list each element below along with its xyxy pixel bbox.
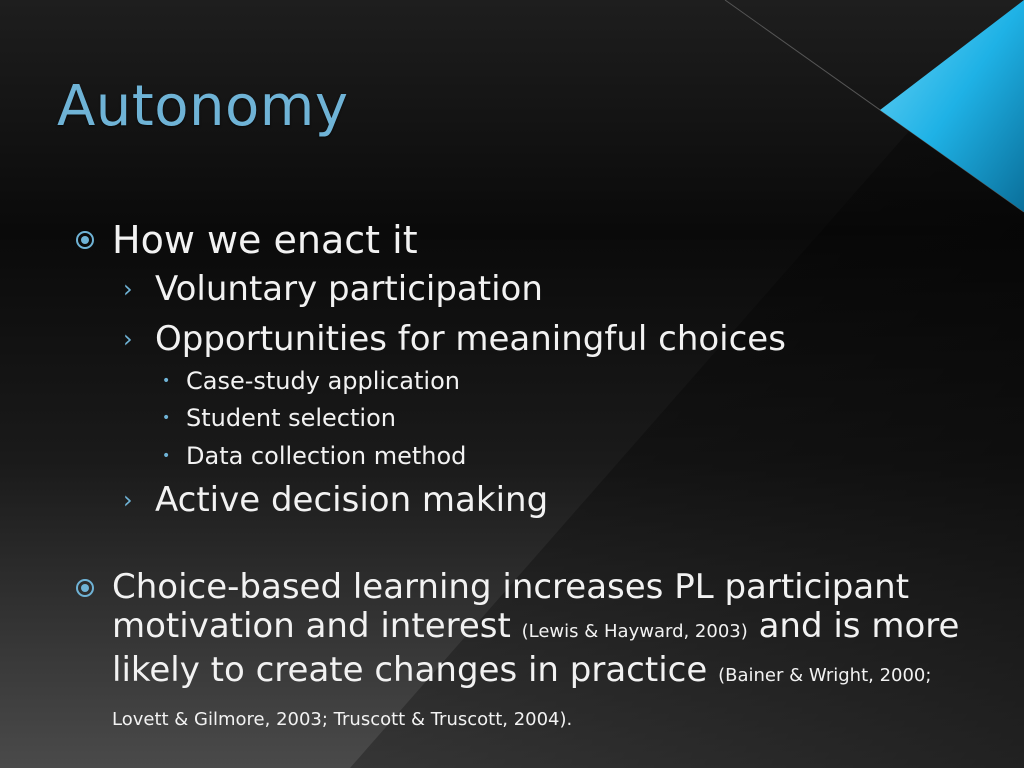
bullet-choice-based-learning (112, 568, 992, 739)
chevron-right-icon: › (123, 275, 133, 303)
circled-dot-icon (74, 229, 96, 251)
small-dot-icon: • (162, 373, 171, 389)
slide-title: Autonomy (57, 74, 349, 139)
subitem-meaningful-choices: Opportunities for meaningful choices (155, 319, 786, 359)
chevron-right-icon: › (123, 325, 133, 353)
subitem-active-decision-making: Active decision making (155, 480, 549, 520)
choice-data-collection: Data collection method (186, 442, 467, 470)
choice-case-study: Case-study application (186, 367, 460, 395)
choice-based-text-2: and is more likely to create changes in practice (112, 606, 960, 690)
bullet-how-we-enact-it: How we enact it (112, 218, 418, 262)
subitem-voluntary-participation: Voluntary participation (155, 269, 543, 309)
citation-lewis-hayward: (Lewis & Hayward, 2003) (521, 621, 748, 642)
small-dot-icon: • (162, 448, 171, 464)
circled-dot-icon (74, 577, 96, 599)
choice-student-selection: Student selection (186, 404, 396, 432)
citation-bainer-wright: (Bainer & Wright, 2000; Lovett & Gilmore, 2003; Truscott & Truscott, 2004). (112, 665, 932, 730)
small-dot-icon: • (162, 410, 171, 426)
chevron-right-icon: › (123, 486, 133, 514)
choice-based-text-1: Choice-based learning increases PL participant motivation and interest (112, 567, 910, 646)
